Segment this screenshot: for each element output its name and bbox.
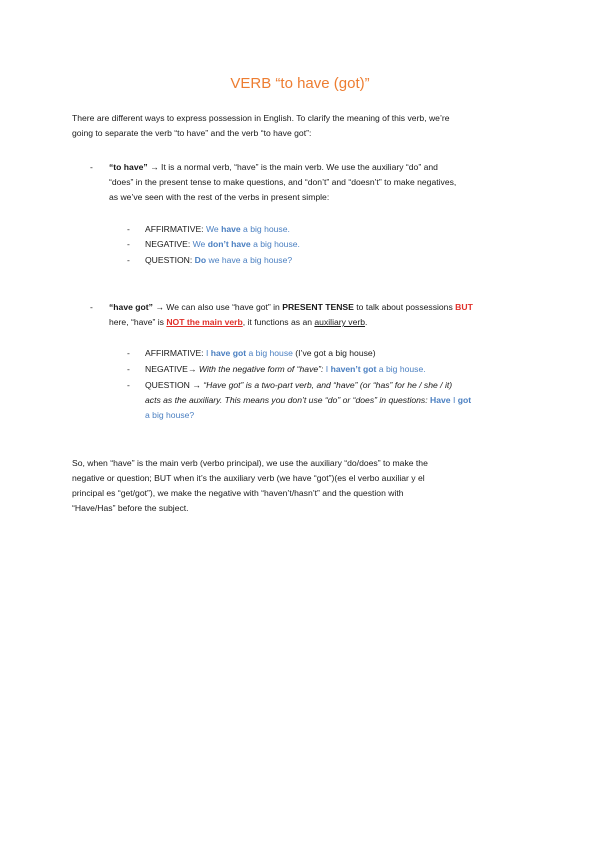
s1-question-label: QUESTION: [145,255,195,265]
s2-question-item: QUESTION → “Have got” is a two-part verb, and “have” (or “has” for he / she / it) acts as the auxiliary. This means you don’t use “do” or “does” in questions: Have I got a big house? [145,380,472,420]
section2-bullet: - [90,302,93,312]
present-tense-emphasis: PRESENT TENSE [282,302,354,312]
s1-negative-bullet: - [127,239,130,249]
section1-bullet: - [90,162,93,172]
s1-negative-label: NEGATIVE: [145,239,193,249]
s1-question-bullet: - [127,255,130,265]
page-title: VERB “to have (got)” [230,75,370,92]
section1-line-3: as we’ve seen with the rest of the verbs in present simple: [109,192,330,202]
s1-negative-item: NEGATIVE: We don’t have a big house. [145,239,300,249]
s2-affirmative-item: AFFIRMATIVE: I have got a big house (I’ve got a big house) [145,348,376,358]
conclusion-paragraph: So, when “have” is the main verb (verbo principal), we use the auxiliary “do/does” to make the negative or question; BUT when it’s the auxiliary verb (we have “got”)(es el verbo auxiliar y el principal es “get/got”), we make the negative with “haven’t/hasn’t” and the question with “Have/Has” before the subject. [72,458,428,513]
section2-paragraph: “have got” → We can also use “have got” in PRESENT TENSE to talk about possessions BUT here, “have” is NOT the main verb, it functions as an auxiliary verb. [109,302,473,327]
intro-line-1: There are different ways to express possession in English. To clarify the meaning of this verb, we’re [72,113,450,123]
section1-line-1: → It is a normal verb, “have” is the main verb. We use the auxiliary “do” and [147,162,438,172]
auxiliary-verb-emphasis: auxiliary verb [314,317,366,327]
section1-paragraph [109,160,539,205]
section1-term: “to have” [109,162,148,172]
s2-question-bullet: - [127,380,130,390]
s1-question-item: QUESTION: Do we have a big house? [145,255,293,265]
intro-line-2: going to separate the verb “to have” and the verb “to have got”: [72,128,312,138]
s1-affirmative-label: AFFIRMATIVE: [145,224,206,234]
s1-affirmative-item: AFFIRMATIVE: We have a big house. [145,224,290,234]
but-emphasis: BUT [455,302,473,312]
intro-paragraph [72,111,532,141]
s1-affirmative-bullet: - [127,224,130,234]
section2-term: “have got” [109,302,153,312]
s2-negative-bullet: - [127,364,130,374]
section1-line-2: “does” in the present tense to make questions, and “don’t” and “doesn’t” to make negatives, [109,177,457,187]
s2-affirmative-bullet: - [127,348,130,358]
s2-negative-item: NEGATIVE→ With the negative form of “have”: I haven’t got a big house. [145,364,426,374]
not-main-verb-emphasis: NOT the main verb [166,317,243,327]
